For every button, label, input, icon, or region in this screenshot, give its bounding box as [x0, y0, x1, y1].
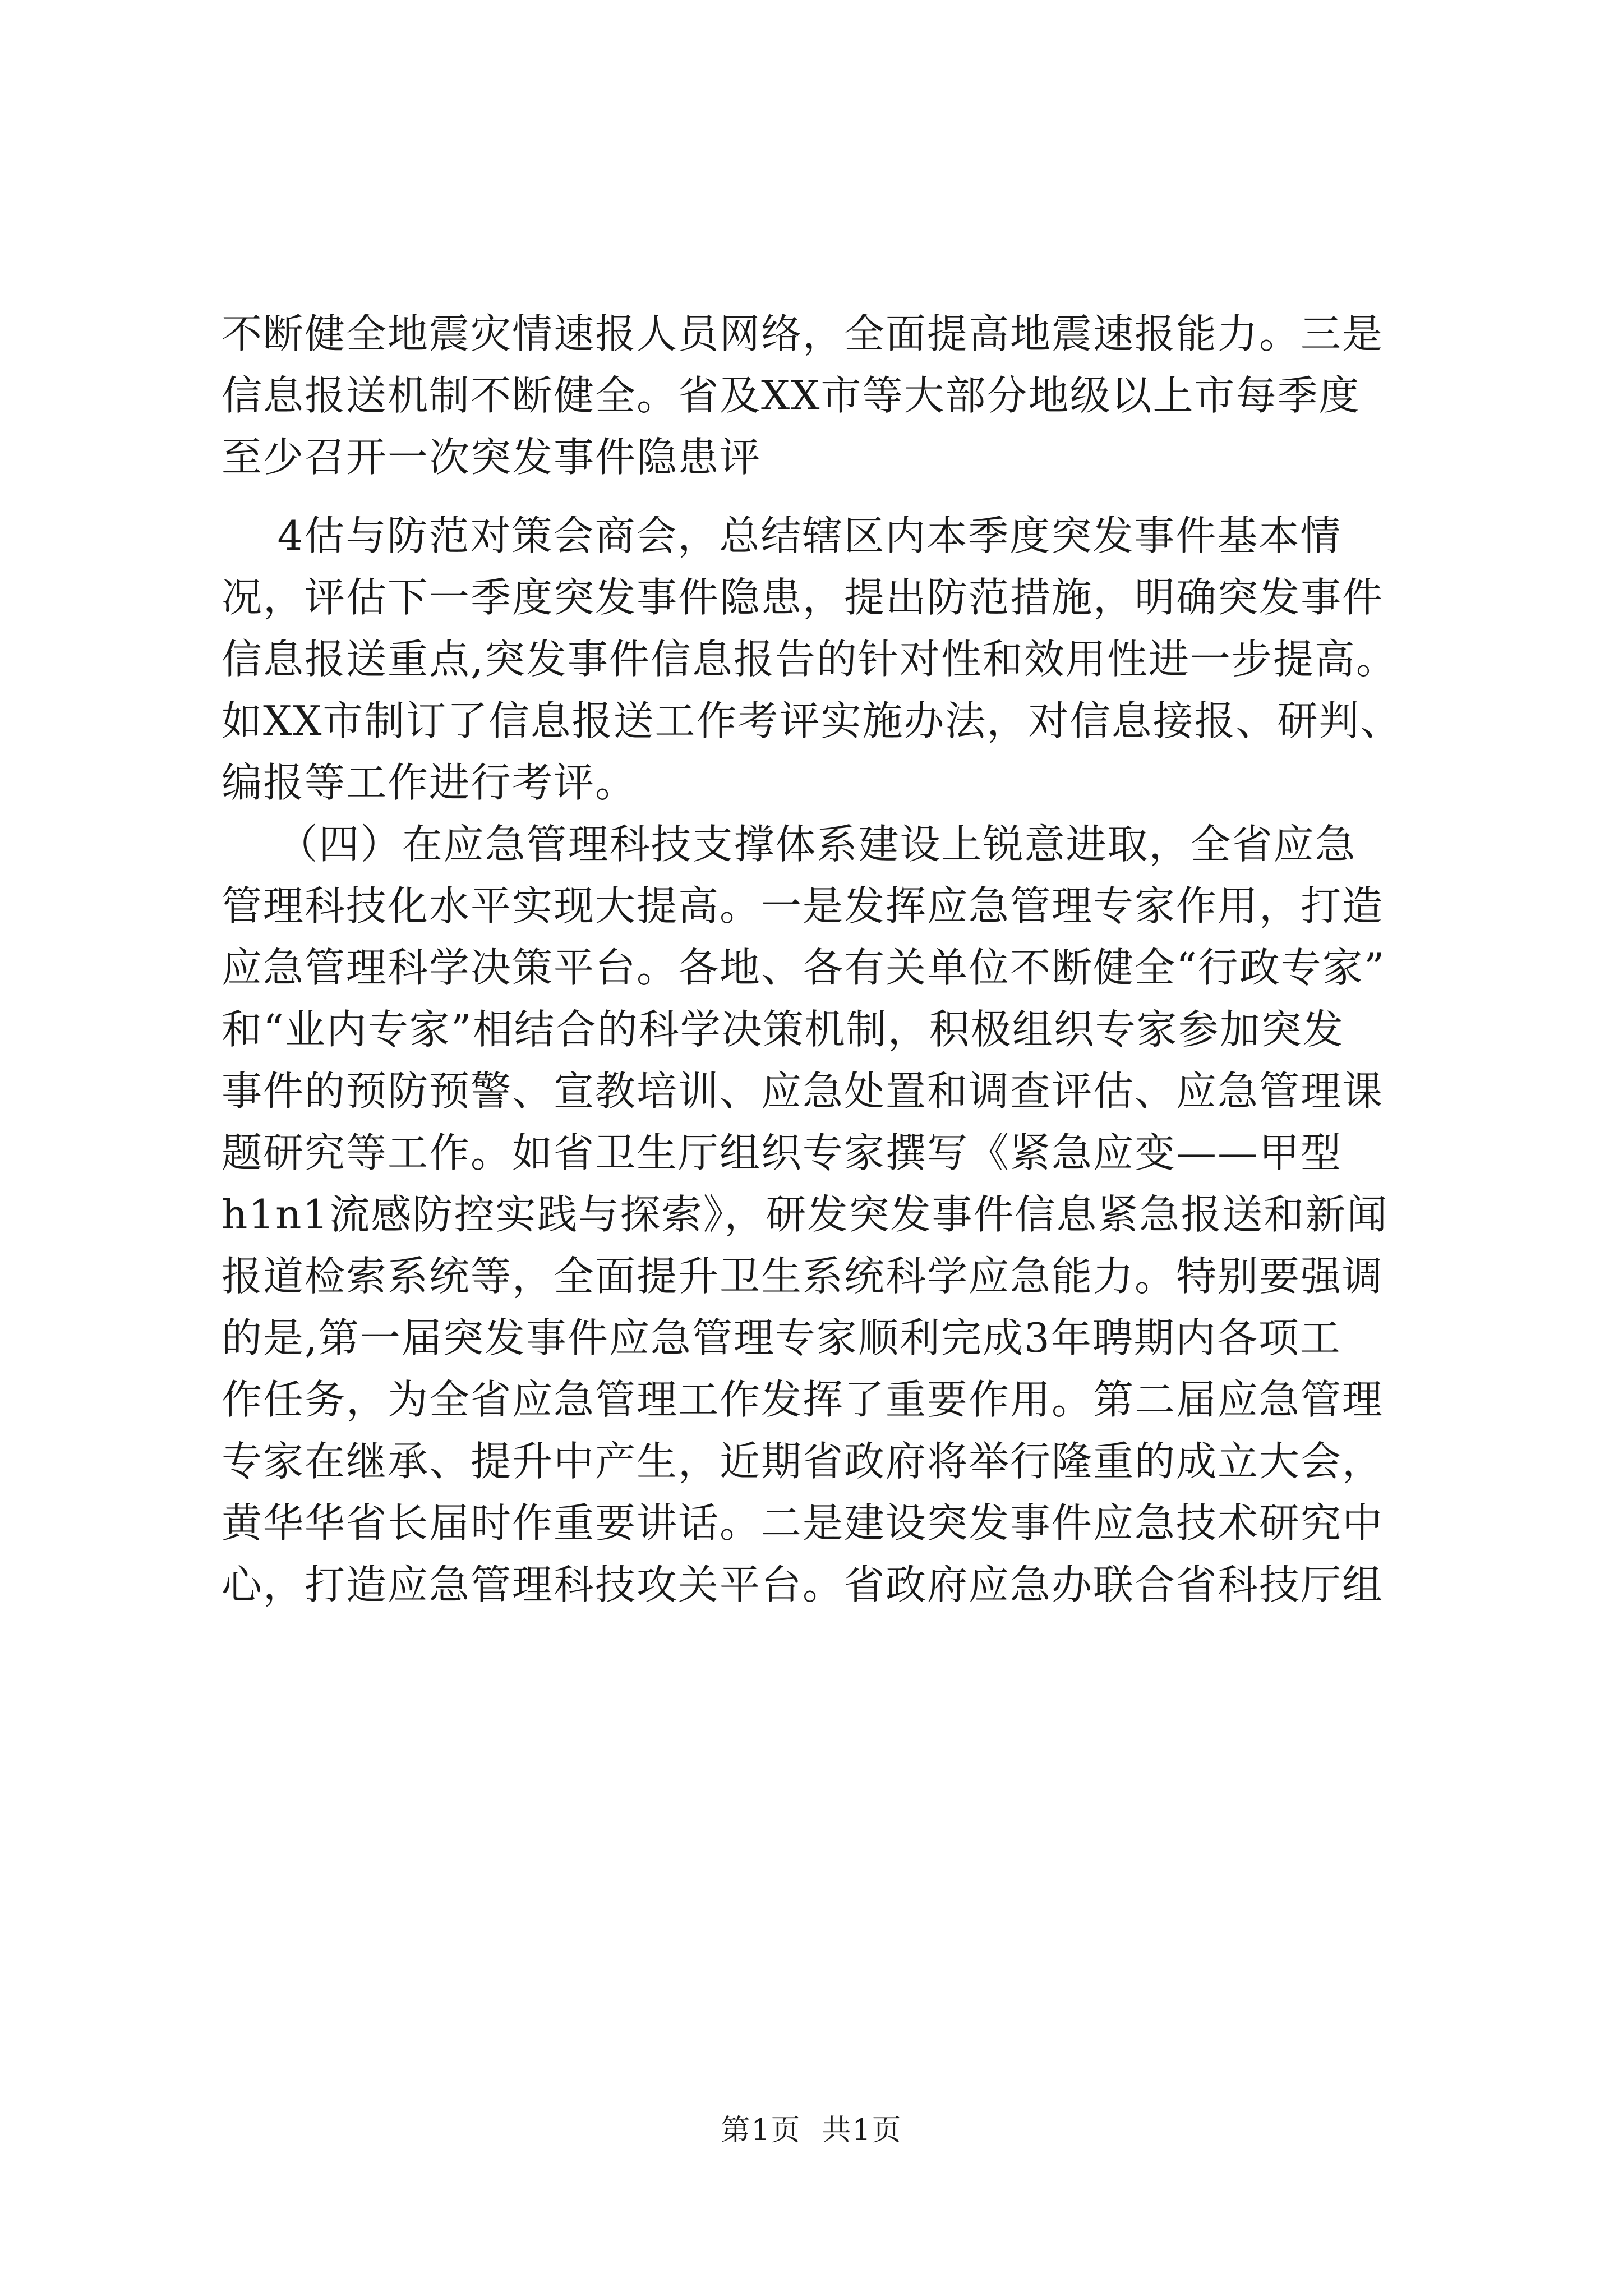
- body-text: [222, 303, 1430, 1616]
- text-line: 况，评估下一季度突发事件隐患，提出防范措施，明确突发事件: [222, 574, 1384, 621]
- text-line: 事件的预防预警、宣教培训、应急处置和调查评估、应急管理课: [222, 1068, 1384, 1115]
- text-line: 题研究等工作。如省卫生厅组织专家撰写《紧急应变——甲型: [222, 1129, 1343, 1176]
- text-line: 应急管理科学决策平台。各地、各有关单位不断健全“行政专家”: [222, 944, 1386, 991]
- text-line: 心，打造应急管理科技攻关平台。省政府应急办联合省科技厅组: [222, 1561, 1384, 1608]
- page-footer: [0, 2106, 1623, 2148]
- text-line: （四）在应急管理科技支撑体系建设上锐意进取，全省应急: [222, 821, 1357, 868]
- paragraph-gap: [222, 488, 1430, 505]
- text-line: 黄华华省长届时作重要讲话。二是建设突发事件应急技术研究中: [222, 1499, 1384, 1547]
- text-line: 专家在继承、提升中产生，近期省政府将举行隆重的成立大会，: [222, 1438, 1384, 1485]
- text-line: 至少召开一次突发事件隐患评: [222, 434, 762, 481]
- text-line: 不断健全地震灾情速报人员网络，全面提高地震速报能力。三是: [222, 310, 1384, 357]
- text-line: 4估与防范对策会商会，总结辖区内本季度突发事件基本情: [222, 512, 1342, 559]
- text-line: 管理科技化水平实现大提高。一是发挥应急管理专家作用，打造: [222, 882, 1384, 930]
- text-line: 编报等工作进行考评。: [222, 759, 637, 806]
- text-line: 的是,第一届突发事件应急管理专家顺利完成3年聘期内各项工: [222, 1314, 1341, 1361]
- text-line: h1n1流感防控实践与探索》，研发突发事件信息紧急报送和新闻: [222, 1191, 1389, 1238]
- text-line: 报道检索系统等，全面提升卫生系统科学应急能力。特别要强调: [222, 1253, 1384, 1300]
- text-line: 如XX市制订了信息报送工作考评实施办法，对信息接报、研判、: [222, 697, 1402, 744]
- text-line: 信息报送机制不断健全。省及XX市等大部分地级以上市每季度: [222, 372, 1361, 419]
- text-line: 信息报送重点,突发事件信息报告的针对性和效用性进一步提高。: [222, 636, 1398, 683]
- text-line: 和“业内专家”相结合的科学决策机制，积极组织专家参加突发: [222, 1006, 1344, 1053]
- text-line: 作任务，为全省应急管理工作发挥了重要作用。第二届应急管理: [222, 1376, 1384, 1423]
- page-number-label: 第1页 共1页: [721, 2114, 902, 2147]
